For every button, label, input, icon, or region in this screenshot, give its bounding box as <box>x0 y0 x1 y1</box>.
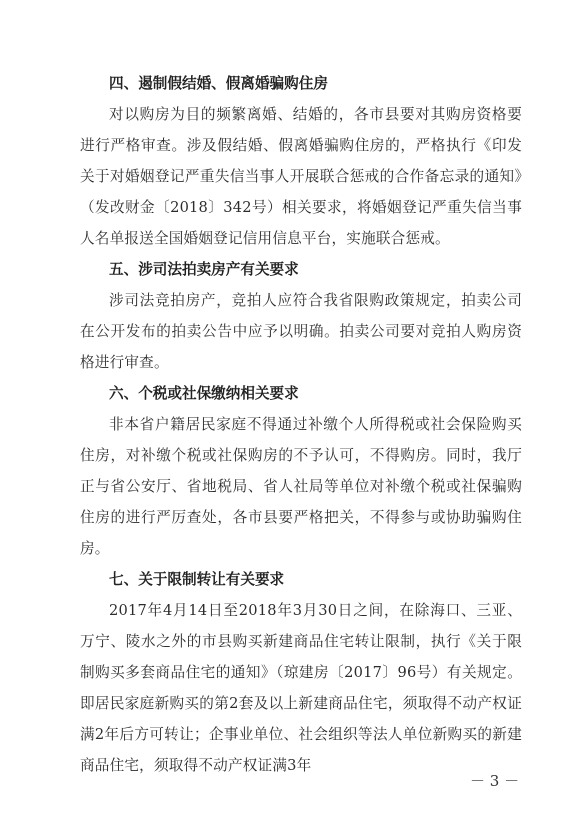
section-paragraph-7: 2017年4月14日至2018年3月30日之间，在除海口、三亚、万宁、陵水之外的市县购买新建商品住宅转让限制，执行《关于限制购买多套商品住宅的通知》（琼建房〔2017〕96号）有关规定。即居民家庭新购买的第2套及以上新建商品住宅，须取得不动产权证满2年后方可转让；企事业单位、社会组织等法人单位新购买的新建商品住宅，须取得不动产权证满3年 <box>80 602 522 774</box>
section-heading-5: 五、涉司法拍卖房产有关要求 <box>109 261 299 278</box>
page-number: － 3 － <box>470 772 520 790</box>
section-paragraph-6: 非本省户籍居民家庭不得通过补缴个人所得税或社会保险购买住房，对补缴个税或社保购房的不予认可，不得购房。同时，我厅正与省公安厅、省地税局、省人社局等单位对补缴个税或社保骗购住房的进行严厉查处，各市县要严格把关，不得参与或协助骗购住房。 <box>80 416 522 557</box>
section-paragraph-4: 对以购房为目的频繁离婚、结婚的，各市县要对其购房资格要进行严格审查。涉及假结婚、假离婚骗购住房的，严格执行《印发关于对婚姻登记严重失信当事人开展联合惩戒的合作备忘录的通知》（发改财金〔2018〕342号）相关要求，将婚姻登记严重失信当事人名单报送全国婚姻登记信用信息平台，实施联合惩戒。 <box>80 106 522 247</box>
section-paragraph-5: 涉司法竞拍房产，竞拍人应符合我省限购政策规定，拍卖公司在公开发布的拍卖公告中应予以明确。拍卖公司要对竞拍人购房资格进行审查。 <box>80 292 522 371</box>
section-heading-7: 七、关于限制转让有关要求 <box>109 571 285 588</box>
document-body <box>80 68 522 781</box>
section-heading-4: 四、遏制假结婚、假离婚骗购住房 <box>109 75 328 92</box>
section-heading-6: 六、个税或社保缴纳相关要求 <box>109 385 299 402</box>
